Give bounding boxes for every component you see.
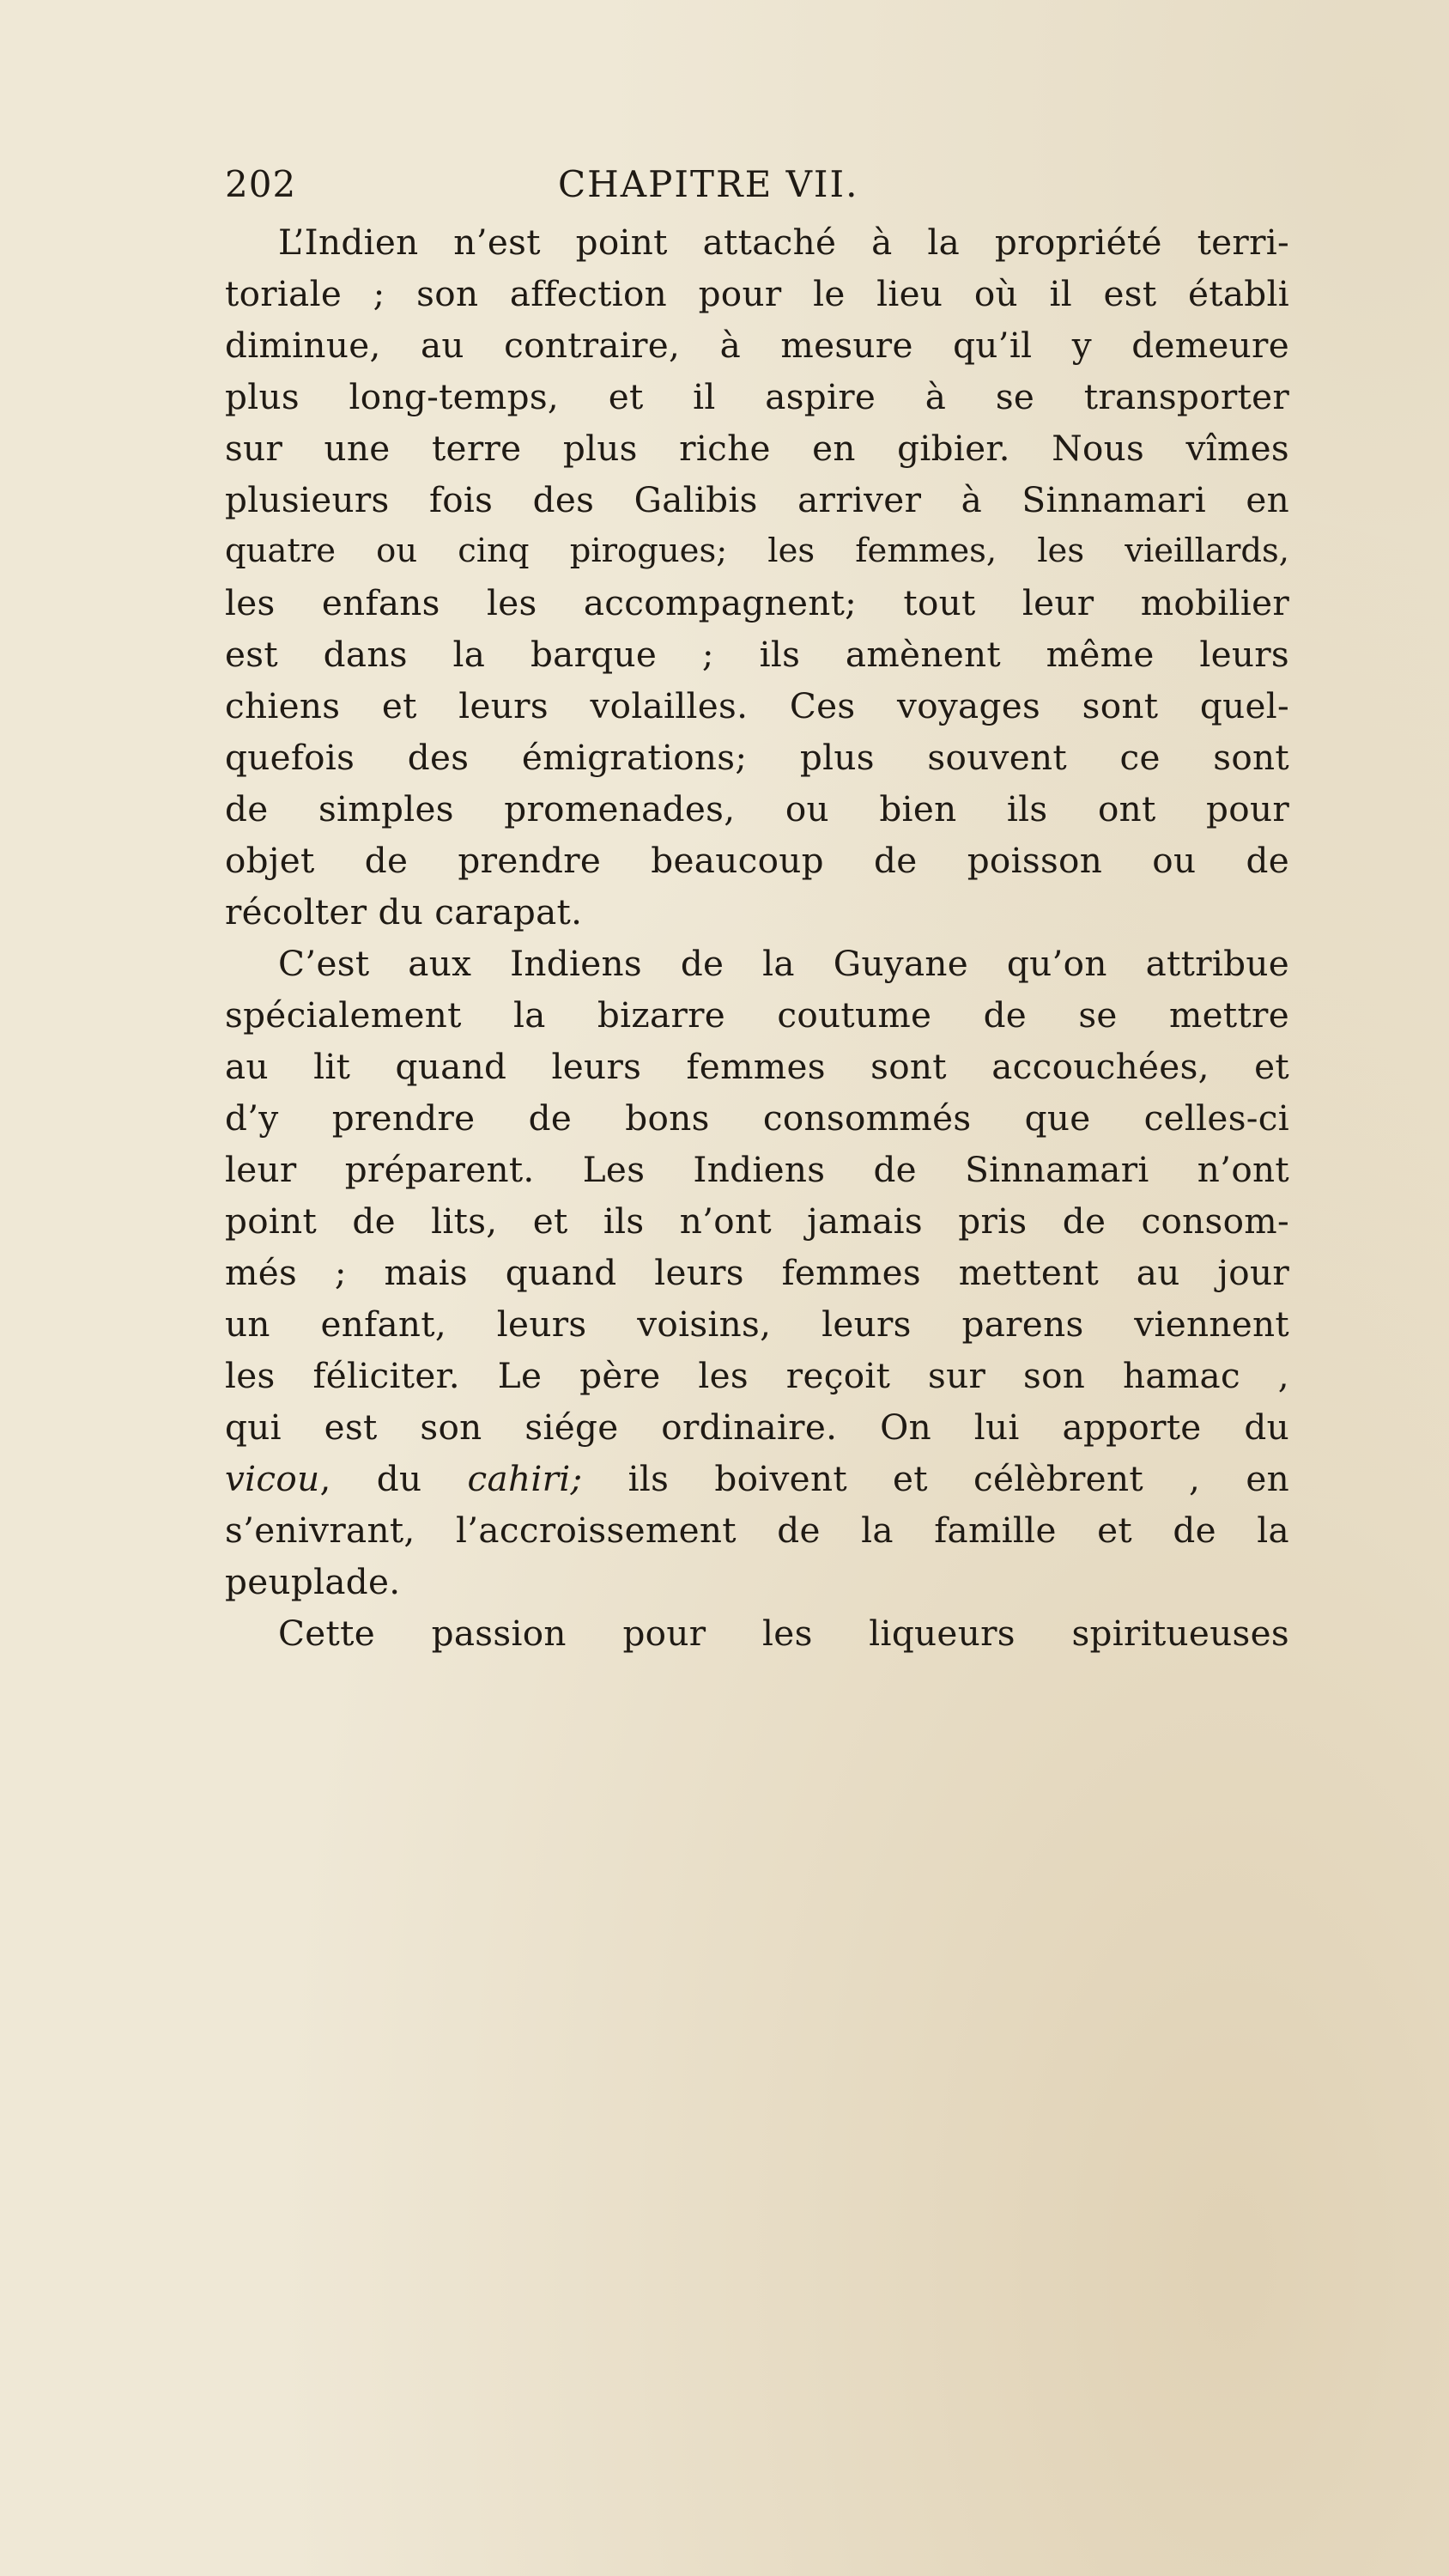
text-line: quefois des émigrations; plus souvent ce sont [225, 737, 1289, 778]
text-line: quatre ou cinq pirogues; les femmes, les vieillards, [225, 532, 1289, 570]
text-line: qui est son siége ordinaire. On lui apporte du [225, 1406, 1289, 1448]
chapter-title: CHAPITRE VII. [558, 163, 859, 205]
text-line: peuplade. [225, 1561, 401, 1602]
text-line: les féliciter. Le père les reçoit sur son hamac , [225, 1355, 1289, 1396]
text-line: chiens et leurs volailles. Ces voyages sont quel- [225, 685, 1289, 726]
text-line: leur préparent. Les Indiens de Sinnamari n’ont [225, 1149, 1289, 1190]
text-line: récolter du carapat. [225, 891, 583, 933]
text-line: d’y prendre de bons consommés que celles-ci [225, 1097, 1289, 1139]
text-line-mixed [225, 1453, 1289, 1504]
running-head [225, 155, 1289, 215]
text-line: spécialement la bizarre coutume de se mettre [225, 994, 1289, 1036]
page-number: 202 [225, 163, 297, 205]
text-line: Cette passion pour les liqueurs spiritueuses [278, 1613, 1289, 1654]
text-line: L’Indien n’est point attaché à la propriété terri- [278, 222, 1289, 263]
text-line: objet de prendre beaucoup de poisson ou de [225, 840, 1289, 881]
body-text [225, 216, 1289, 1659]
text-line: s’enivrant, l’accroissement de la famille et de la [225, 1510, 1289, 1551]
italic-word-cahiri: cahiri; [467, 1458, 583, 1499]
italic-word-vicou: vicou [225, 1458, 320, 1499]
text-line: plus long-temps, et il aspire à se transporter [225, 376, 1289, 417]
text-line: diminue, au contraire, à mesure qu’il y demeure [225, 325, 1289, 366]
text-line: sur une terre plus riche en gibier. Nous vîmes [225, 428, 1289, 469]
text-line: un enfant, leurs voisins, leurs parens viennent [225, 1303, 1289, 1345]
text-line: au lit quand leurs femmes sont accouchées, et [225, 1046, 1289, 1087]
text-line: més ; mais quand leurs femmes mettent au jour [225, 1252, 1289, 1293]
text-line: toriale ; son affection pour le lieu où il est établi [225, 273, 1289, 314]
text-line: les enfans les accompagnent; tout leur mobilier [225, 582, 1289, 623]
text-line: de simples promenades, ou bien ils ont pour [225, 788, 1289, 829]
text-line: point de lits, et ils n’ont jamais pris de consom- [225, 1200, 1289, 1242]
text-fragment: , du [319, 1458, 468, 1499]
text-line: est dans la barque ; ils amènent même leurs [225, 634, 1289, 675]
text-line: C’est aux Indiens de la Guyane qu’on attribue [278, 943, 1289, 984]
text-fragment: ils boivent et célèbrent , en [582, 1458, 1289, 1499]
text-line: plusieurs fois des Galibis arriver à Sinnamari en [225, 479, 1289, 520]
